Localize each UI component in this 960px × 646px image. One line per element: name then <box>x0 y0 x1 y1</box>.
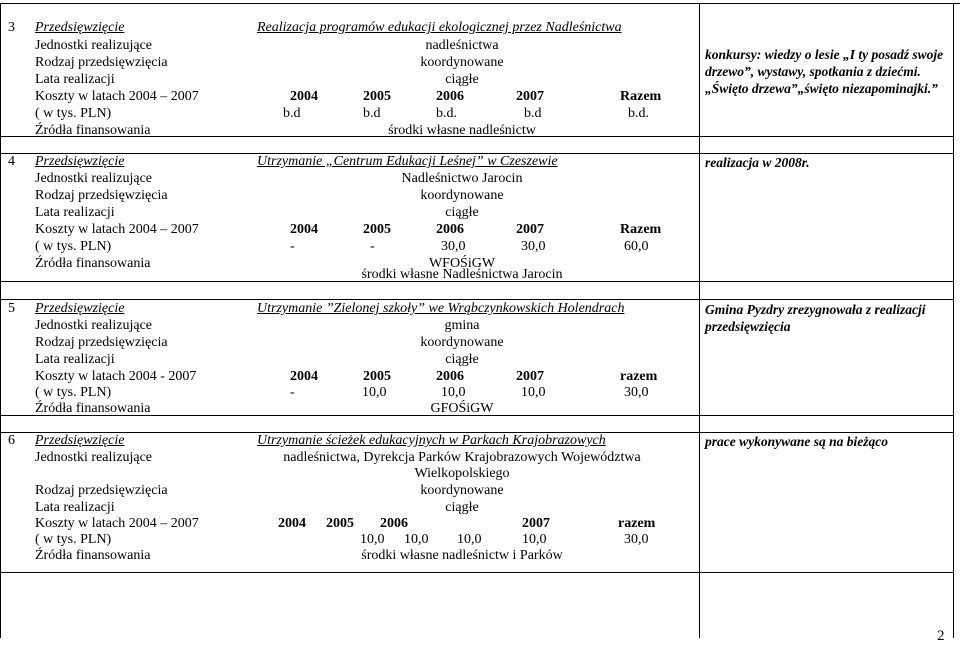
year-2006: 2006 <box>436 369 464 384</box>
zrodla-value: środki własne nadleśnictw <box>388 123 536 138</box>
cost-2004: 10,0 <box>360 532 385 547</box>
sum-label: Razem <box>620 89 662 104</box>
zrodla-label: Źródła finansowania <box>35 401 151 416</box>
divider <box>699 3 700 638</box>
lata-value: ciągłe <box>445 72 479 87</box>
lata-label: Lata realizacji <box>35 352 115 367</box>
sum-label: razem <box>620 369 658 384</box>
lata-value: ciągłe <box>445 205 479 220</box>
entry-number: 5 <box>8 301 15 316</box>
note <box>705 154 810 171</box>
zrodla-label: Źródła finansowania <box>35 548 151 563</box>
note-line: przedsięwzięcia <box>705 319 791 334</box>
jednostki-label: Jednostki realizujące <box>35 450 153 465</box>
year-2007: 2007 <box>516 89 544 104</box>
entry-label: Przedsięwzięcie <box>35 20 125 35</box>
rodzaj-value: koordynowane <box>420 335 504 350</box>
year-2004: 2004 <box>290 369 318 384</box>
lata-label: Lata realizacji <box>35 205 115 220</box>
wtys-label: ( w tys. PLN) <box>35 385 112 400</box>
lata-label: Lata realizacji <box>35 72 115 87</box>
year-2004: 2004 <box>278 516 306 531</box>
cost-total: 30,0 <box>624 385 649 400</box>
wtys-label: ( w tys. PLN) <box>35 239 112 254</box>
rodzaj-label: Rodzaj przedsięwzięcia <box>35 55 168 70</box>
cost-2006: 30,0 <box>441 239 466 254</box>
cost-2005: b.d <box>363 106 381 121</box>
entry-title: Utrzymanie ścieżek edukacyjnych w Parkach Krajobrazowych <box>257 433 606 448</box>
note-line: „Święto drzewa”„święto niezapominajki.” <box>705 81 938 96</box>
koszty-label: Koszty w latach 2004 – 2007 <box>35 222 199 237</box>
jednostki-value: nadleśnictwa <box>425 38 499 53</box>
jednostki-value: nadleśnictwa, Dyrekcja Parków Krajobrazowych Województwa <box>283 450 641 465</box>
koszty-label: Koszty w latach 2004 - 2007 <box>35 369 197 384</box>
year-2006: 2006 <box>436 222 464 237</box>
note <box>705 433 888 450</box>
cost-2006: 10,0 <box>441 385 466 400</box>
cost-2007: 10,0 <box>521 385 546 400</box>
wtys-label: ( w tys. PLN) <box>35 532 112 547</box>
note-line: prace wykonywane są na bieżąco <box>705 434 888 449</box>
rodzaj-value: koordynowane <box>420 188 504 203</box>
jednostki-label: Jednostki realizujące <box>35 38 153 53</box>
entry-label: Przedsięwzięcie <box>35 433 125 448</box>
year-2005: 2005 <box>363 89 391 104</box>
year-2006: 2006 <box>436 89 464 104</box>
cost-total: 60,0 <box>624 239 649 254</box>
cost-2005: 10,0 <box>404 532 429 547</box>
rodzaj-label: Rodzaj przedsięwzięcia <box>35 483 168 498</box>
entry-label: Przedsięwzięcie <box>35 301 125 316</box>
wtys-label: ( w tys. PLN) <box>35 106 112 121</box>
entry-number: 3 <box>8 20 15 35</box>
year-2007: 2007 <box>516 222 544 237</box>
cost-2004: b.d <box>283 106 301 121</box>
year-2005: 2005 <box>363 222 391 237</box>
note-line: drzewo”, wystawy, spotkania z dziećmi. <box>705 64 921 79</box>
year-2005: 2005 <box>363 369 391 384</box>
zrodla-label: Źródła finansowania <box>35 256 151 271</box>
zrodla-value: środki własne Nadleśnictwa Jarocin <box>361 267 563 282</box>
cost-2007: b.d <box>524 106 542 121</box>
koszty-label: Koszty w latach 2004 – 2007 <box>35 516 199 531</box>
zrodla-value: środki własne nadleśnictw i Parków <box>361 548 563 563</box>
divider <box>953 3 954 638</box>
lata-value: ciągłe <box>445 500 479 515</box>
jednostki-value: Wielkopolskiego <box>414 466 510 481</box>
year-2005: 2005 <box>326 516 354 531</box>
cost-total: 30,0 <box>624 532 649 547</box>
divider <box>0 3 1 638</box>
cost-2004: - <box>290 239 295 254</box>
jednostki-label: Jednostki realizujące <box>35 171 153 186</box>
page-number: 2 <box>937 628 945 644</box>
sum-label: Razem <box>620 222 662 237</box>
entry-label: Przedsięwzięcie <box>35 154 125 169</box>
cost-2006: b.d. <box>436 106 457 121</box>
rodzaj-label: Rodzaj przedsięwzięcia <box>35 188 168 203</box>
jednostki-label: Jednostki realizujące <box>35 318 153 333</box>
year-2007: 2007 <box>516 369 544 384</box>
year-2004: 2004 <box>290 222 318 237</box>
year-2007: 2007 <box>522 516 550 531</box>
divider <box>0 3 960 4</box>
note <box>705 46 943 97</box>
cost-total: b.d. <box>628 106 649 121</box>
entry-title: Utrzymanie ”Zielonej szkoły” we Wrąbczynkowskich Holendrach <box>257 301 625 316</box>
entry-title: Realizacja programów edukacji ekologicznej przez Nadleśnictwa <box>257 20 622 35</box>
cost-2007: 30,0 <box>521 239 546 254</box>
cost-2005: - <box>370 239 375 254</box>
entry-number: 4 <box>8 154 15 169</box>
lata-value: ciągłe <box>445 352 479 367</box>
cost-2007: 10,0 <box>522 532 547 547</box>
zrodla-value: WFOŚiGW <box>428 256 496 271</box>
jednostki-value: Nadleśnictwo Jarocin <box>401 171 523 186</box>
cost-2005: 10,0 <box>362 385 387 400</box>
zrodla-value: GFOŚiGW <box>430 401 494 416</box>
rodzaj-label: Rodzaj przedsięwzięcia <box>35 335 168 350</box>
divider <box>0 572 954 573</box>
note-line: konkursy: wiedzy o lesie „I ty posadź swoje <box>705 47 944 62</box>
rodzaj-value: koordynowane <box>420 55 504 70</box>
rodzaj-value: koordynowane <box>420 483 504 498</box>
jednostki-value: gmina <box>444 318 480 333</box>
divider <box>0 299 954 300</box>
year-2004: 2004 <box>290 89 318 104</box>
cost-2004: - <box>290 385 295 400</box>
entry-title: Utrzymanie „Centrum Edukacji Leśnej” w Czeszewie <box>257 154 558 169</box>
koszty-label: Koszty w latach 2004 – 2007 <box>35 89 199 104</box>
lata-label: Lata realizacji <box>35 500 115 515</box>
entry-number: 6 <box>8 433 15 448</box>
note <box>705 301 926 335</box>
sum-label: razem <box>618 516 656 531</box>
year-2006: 2006 <box>380 516 408 531</box>
zrodla-label: Źródła finansowania <box>35 123 151 138</box>
note-line: realizacja w 2008r. <box>705 155 810 170</box>
note-line: Gmina Pyzdry zrezygnowała z realizacji <box>705 302 926 317</box>
cost-2006: 10,0 <box>457 532 482 547</box>
